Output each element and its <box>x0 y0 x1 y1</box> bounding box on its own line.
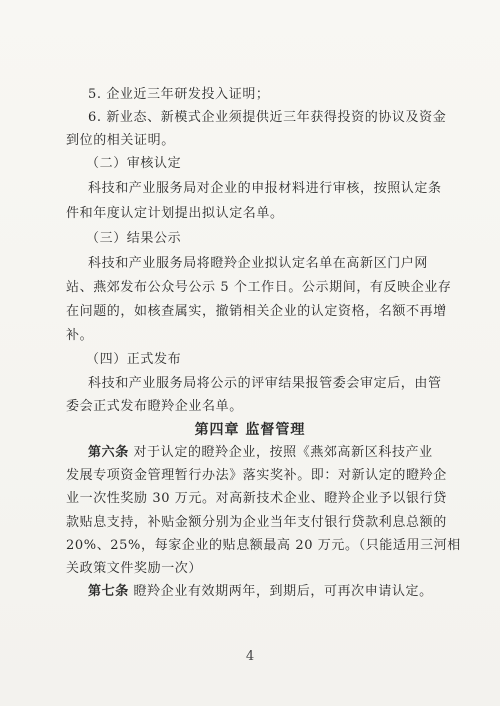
paragraph-line: 科技和产业服务局将瞪羚企业拟认定名单在高新区门户网 <box>88 256 429 271</box>
list-item-5: 5. 企业近三年研发投入证明； <box>88 87 270 102</box>
page-number: 4 <box>245 649 255 664</box>
article-6-text: 对于认定的瞪羚企业，按照《燕郊高新区科技产业 <box>128 445 433 460</box>
list-item-6-continued: 到位的相关证明。 <box>66 133 175 148</box>
paragraph-line: 补。 <box>66 328 94 343</box>
paragraph-line: 20%、25%，每家企业的贴息额最高 20 万元。（只能适用三河相 <box>66 538 461 553</box>
paragraph-line: 发展专项资金管理暂行办法》落实奖补。即：对新认定的瞪羚企 <box>66 468 447 483</box>
article-7-label: 第七条 <box>88 584 129 599</box>
paragraph-line: 科技和产业服务局对企业的申报材料进行审核，按照认定条 <box>88 181 442 196</box>
paragraph-line: 在问题的，如核查属实，撤销相关企业的认定资格，名额不再增 <box>66 304 447 319</box>
paragraph-line: 款贴息支持，补贴金额分别为企业当年支付银行贷款利息总额的 <box>66 515 447 530</box>
section-heading-review: （二）审核认定 <box>86 156 182 171</box>
section-heading-release: （四）正式发布 <box>86 352 182 367</box>
paragraph-line: 委会正式发布瞪羚企业名单。 <box>66 399 243 414</box>
list-item-6: 6. 新业态、新模式企业须提供近三年获得投资的协议及资金 <box>88 110 447 125</box>
paragraph-line: 关政策文件奖励一次） <box>66 561 203 576</box>
paragraph-line: 件和年度认定计划提出拟认定名单。 <box>66 206 284 221</box>
article-7-line <box>88 583 440 600</box>
article-6-label: 第六条 <box>88 445 129 460</box>
section-heading-publicity: （三）结果公示 <box>86 231 182 246</box>
paragraph-line: 站、燕郊发布公众号公示 5 个工作日。公示期间，有反映企业存 <box>66 280 452 295</box>
paragraph-line: 业一次性奖励 30 万元。对高新技术企业、瞪羚企业予以银行贷 <box>66 491 447 506</box>
article-7-text: 瞪羚企业有效期两年，到期后，可再次申请认定。 <box>128 584 433 599</box>
article-6-first-line <box>88 444 440 461</box>
paragraph-line: 科技和产业服务局将公示的评审结果报管委会审定后，由管 <box>88 376 442 391</box>
chapter-title: 第四章 监督管理 <box>194 422 306 438</box>
